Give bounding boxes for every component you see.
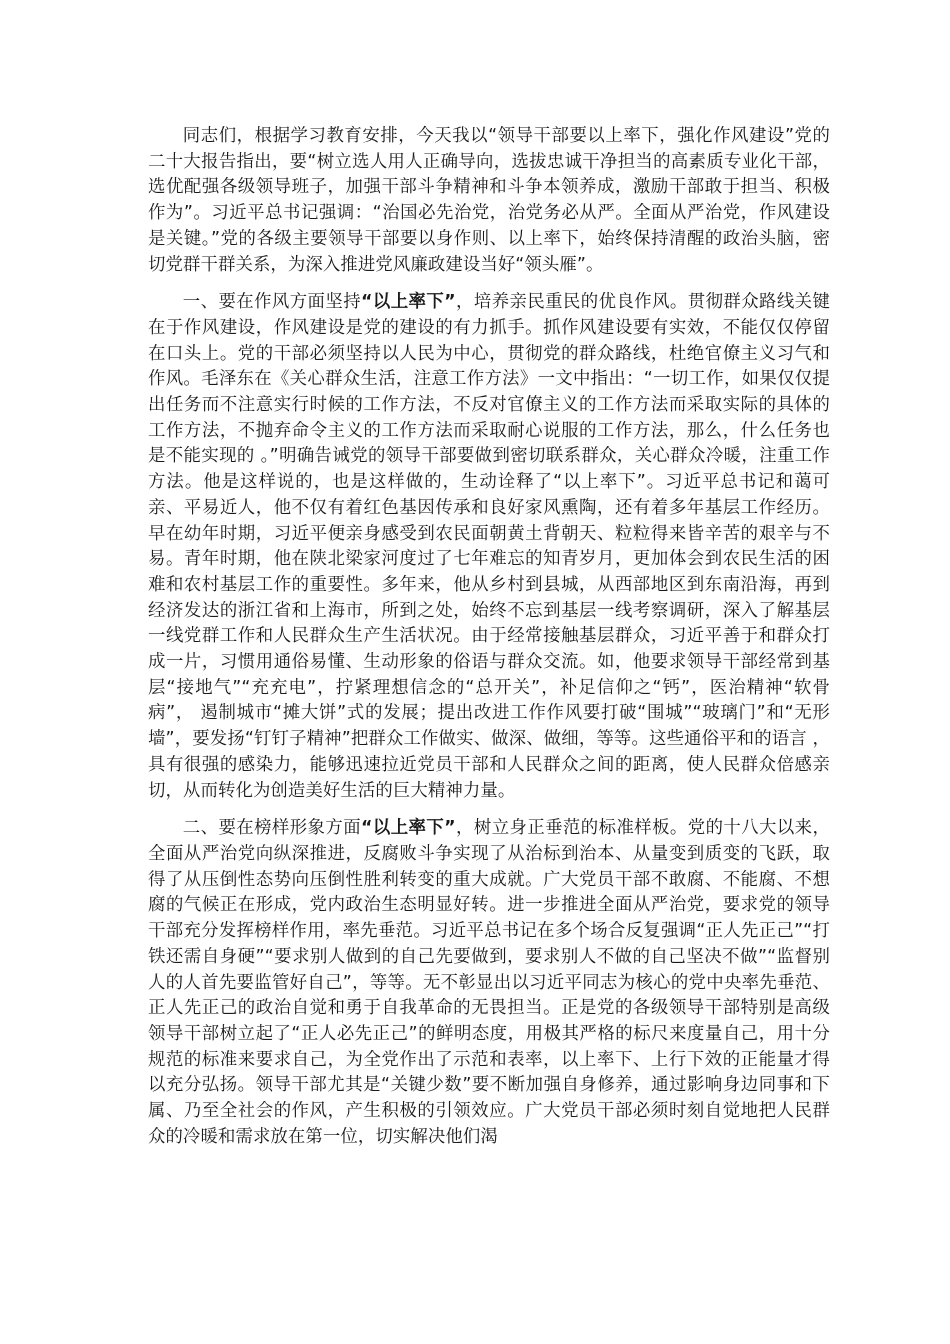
section-two-heading-quote: “以上率下” bbox=[361, 818, 456, 839]
section-one-heading-suffix: ，培养亲民重民的优良作风。 bbox=[455, 292, 688, 313]
section-one-heading-prefix: 一、要在作风方面坚持 bbox=[182, 292, 362, 313]
section-one-heading-quote: “以上率下” bbox=[361, 292, 456, 313]
section-two-heading-suffix: ，树立身正垂范的标准样板。 bbox=[455, 818, 688, 839]
section-two-body: 党的十八大以来，全面从严治党向纵深推进，反腐败斗争实现了从治标到治本、从量变到质变的飞跃，取得了从压倒性态势向压倒性胜利转变的重大成就。广大党员干部不敢腐、不能腐、不想腐的气候正在形成，党内政治生态明显好转。进一步推进全面从严治党，要求党的领导干部充分发挥榜样作用，率先垂范。习近平总书记在多个场合反复强调“正人先正己”“打铁还需自身硬”“要求别人做到的自己先要做到，要求别人不做的自己坚决不做”“监督别人的人首先要监管好自己”，等等。无不彰显出以习近平同志为核心的党中央率先垂范、正人先正己的政治自觉和勇于自我革命的无畏担当。正是党的各级领导干部特别是高级领导干部树立起了“正人必先正己”的鲜明态度，用极其严格的标尺来度量自己，用十分规范的标准来要求自己，为全党作出了示范和表率，以上率下、上行下效的正能量才得以充分弘扬。领导干部尤其是“关键少数”要不断加强自身修养，通过影响身边同事和下属、乃至全社会的作风，产生积极的引领效应。广大党员干部必须时刻自觉地把人民群众的冷暖和需求放在第一位，切实解决他们渴 bbox=[148, 818, 830, 1147]
paragraph-section-one bbox=[148, 290, 830, 804]
paragraph-intro: 同志们，根据学习教育安排，今天我以“领导干部要以上率下，强化作风建设”党的二十大报告指出，要“树立选人用人正确导向，选拔忠诚干净担当的高素质专业化干部，选优配强各级领导班子，加强干部斗争精神和斗争本领养成，激励干部敢于担当、积极作为”。习近平总书记强调：“治国必先治党，治党务必从严。全面从严治党，作风建设是关键。”党的各级主要领导干部要以身作则、以上率下，始终保持清醒的政治头脑，密切党群干群关系，为深入推进党风廉政建设当好“领头雁”。 bbox=[148, 126, 830, 275]
section-two-heading bbox=[183, 818, 688, 838]
document-page bbox=[148, 124, 830, 1150]
paragraph-section-two bbox=[148, 816, 830, 1150]
section-one-heading bbox=[183, 292, 688, 312]
section-two-heading-prefix: 二、要在榜样形象方面 bbox=[182, 818, 362, 839]
section-one-body: 贯彻群众路线关键在于作风建设，作风建设是党的建设的有力抓手。抓作风建设要有实效，不能仅仅停留在口头上。党的干部必须坚持以人民为中心，贯彻党的群众路线，杜绝官僚主义习气和作风。毛泽东在《关心群众生活，注意工作方法》一文中指出：“一切工作，如果仅仅提出任务而不注意实行时候的工作方法，不反对官僚主义的工作方法而采取实际的具体的工作方法，不抛弃命令主义的工作方法而采取耐心说服的工作方法，那么，什么任务也是不能实现的 。”明确告诫党的领导干部要做到密切联系群众，关心群众冷暖，注重工作方法。他是这样说的，也是这样做的，生动诠释了“以上率下”。习近平总书记和蔼可亲、平易近人，他不仅有着红色基因传承和良好家风熏陶，还有着多年基层工作经历。早在幼年时期，习近平便亲身感受到农民面朝黄土背朝天、粒粒得来皆辛苦的艰辛与不易。青年时期，他在陕北梁家河度过了七年难忘的知青岁月，更加体会到农民生活的困难和农村基层工作的重要性。多年来，他从乡村到县城，从西部地区到东南沿海，再到经济发达的浙江省和上海市，所到之处，始终不忘到基层一线考察调研，深入了解基层一线党群工作和人民群众生产生活状况。由于经常接触基层群众，习近平善于和群众打成一片，习惯用通俗易懂、生动形象的俗语与群众交流。如，他要求领导干部经常到基层“接地气”“充充电”，拧紧理想信念的“总开关”，补足信仰之“钙”，医治精神“软骨病”， 遏制城市“摊大饼”式的发展；提出改进工作作风要打破“围城”“玻璃门”和“无形墙”，要发扬“钉钉子精神”把群众工作做实、做深、做细，等等。这些通俗平和的语言 ，具有很强的感染力，能够迅速拉近党员干部和人民群众之间的距离，使人民群众倍感亲切，从而转化为创造美好生活的巨大精神力量。 bbox=[148, 292, 830, 801]
